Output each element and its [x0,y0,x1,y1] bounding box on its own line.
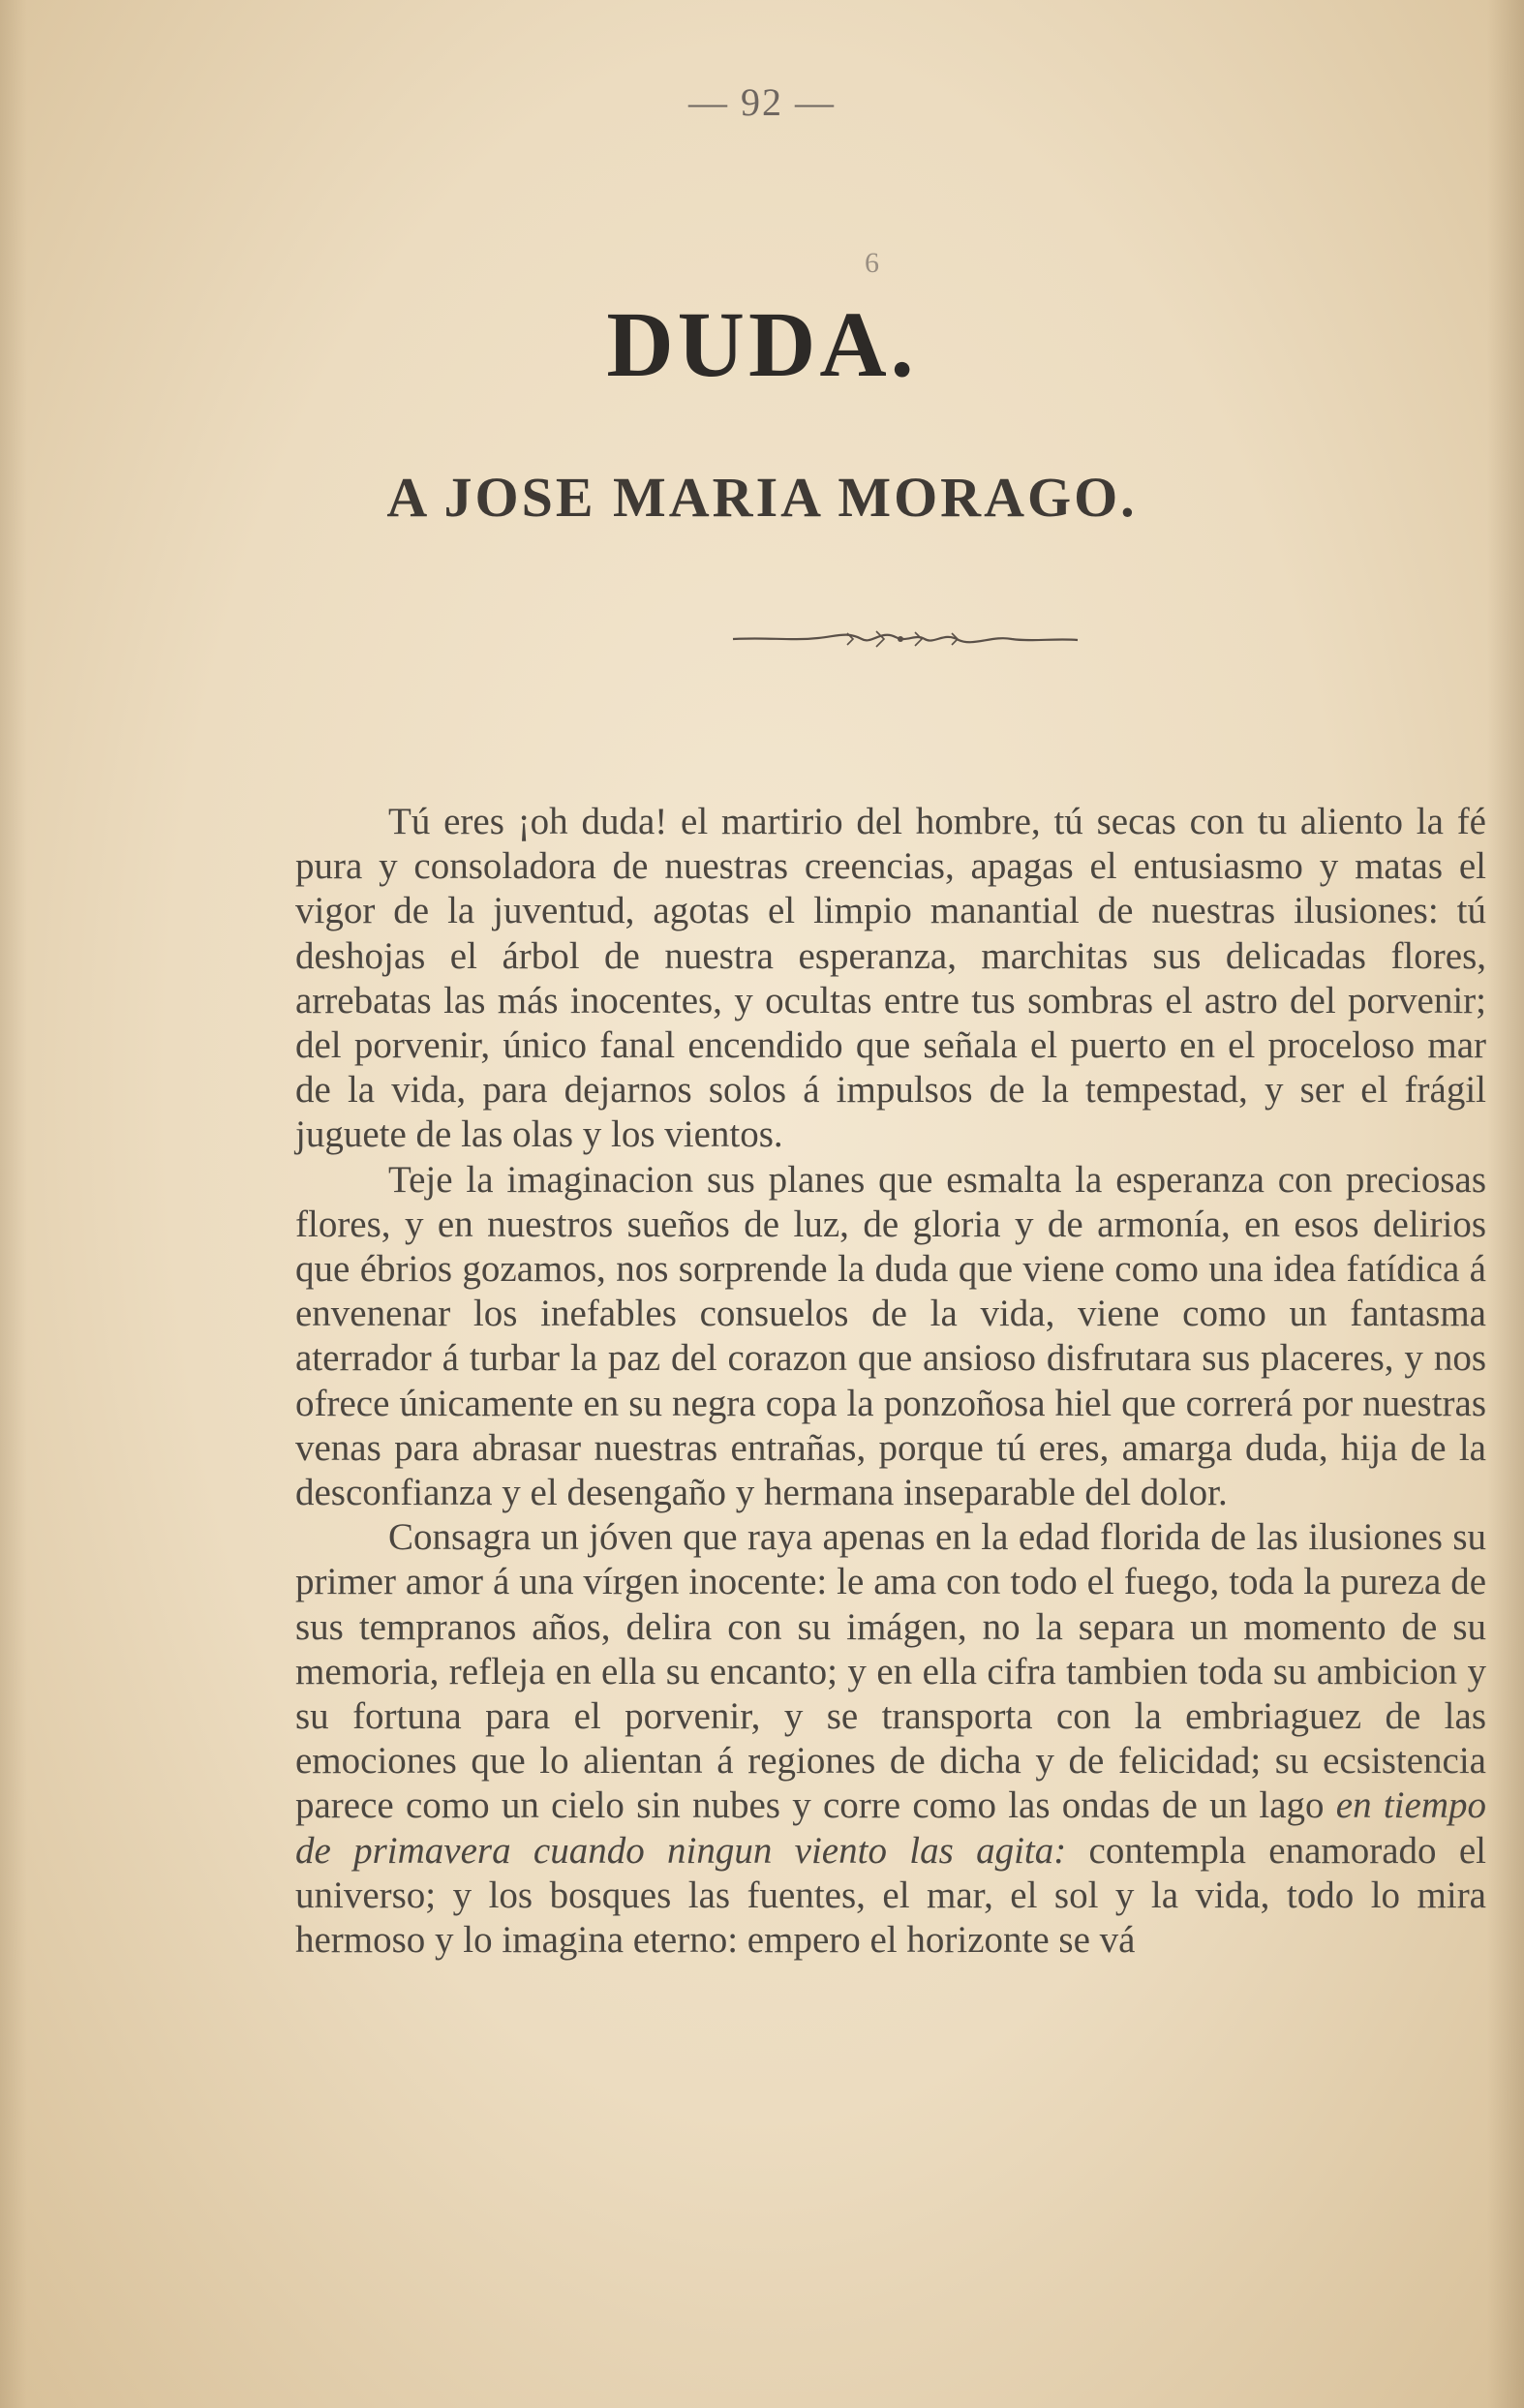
paragraph-1: Tú eres ¡oh duda! el martirio del hombre, tú secas con tu aliento la fé pura y consoladora de nuestras creencias, apagas el entusiasmo y matas el vigor de la juventud, agotas el limpio manantial de nuestras ilusiones: tú deshojas el árbol de nuestra esperanza, marchitas sus delicadas flores, arrebatas las más inocentes, y ocultas entre tus sombras el astro del porvenir; del porvenir, único fanal encendido que señala el puerto en el proceloso mar de la vida, para dejarnos solos á impulsos de la tempestad, y ser el frágil juguete de las olas y los vientos. [295,801,1486,1156]
paragraph-3-italic-phrase: en tiempo de primavera cuando ningun viento las agita: [295,1784,1486,1872]
dedication-line: A JOSE MARIA MORAGO. [386,466,1138,529]
body-text [295,800,1486,1963]
ornament-divider-icon [731,620,1080,658]
paragraph-3 [295,1515,1486,1963]
stray-mark: 6 [865,247,879,279]
paragraph-3-text-start: Consagra un jóven que raya apenas en la edad florida de las ilusiones su primer amor á una vírgen inocente: le ama con todo el fuego, toda la pureza de sus tempranos años, delira con su imágen, no la separa un momento de su memoria, refleja en ella su encanto; y en ella cifra tambien toda su ambicion y su fortuna para el porvenir, y se transporta con la embriaguez de las emociones que lo alientan á regiones de dicha y de felicidad; su ecsistencia parece como un cielo sin nubes y corre como las ondas de un lago [295,1516,1486,1827]
chapter-title: DUDA. [606,292,918,396]
paragraph-2: Teje la imaginacion sus planes que esmalta la esperanza con preciosas flores, y en nuestros sueños de luz, de gloria y de armonía, en esos delirios que ébrios gozamos, nos sorprende la duda que viene como una idea fatídica á envenenar los inefables consuelos de la vida, viene como un fantasma aterrador á turbar la paz del corazon que ansioso disfrutara sus placeres, y nos ofrece únicamente en su negra copa la ponzoñosa hiel que correrá por nuestras venas para abrasar nuestras entrañas, porque tú eres, amarga duda, hija de la desconfianza y el desengaño y hermana inseparable del dolor. [295,1158,1486,1514]
paragraph-3-text-end: contempla enamorado el universo; y los bosques las fuentes, el mar, el sol y la vida, todo lo mira hermoso y lo imagina eterno: empero el horizonte se vá [295,1829,1486,1962]
page-number: — 92 — [688,80,836,124]
